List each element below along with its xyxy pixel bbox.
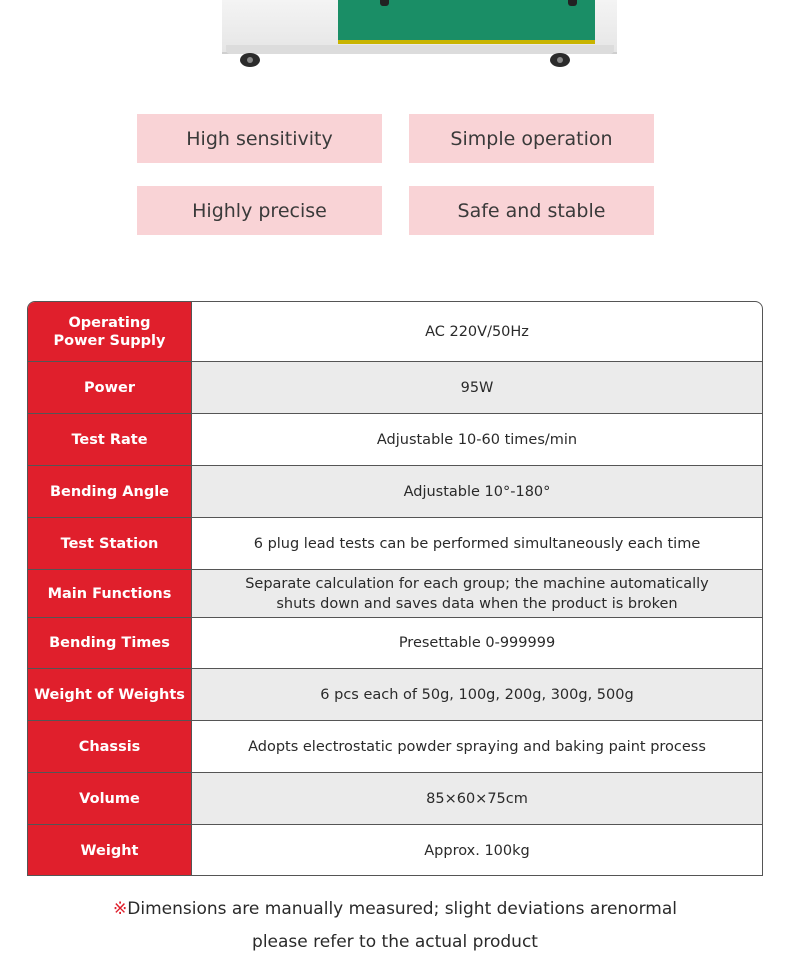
spec-label: Operating Power Supply (28, 302, 192, 361)
spec-value: 6 pcs each of 50g, 100g, 200g, 300g, 500g (192, 669, 762, 720)
spec-label: Bending Times (28, 618, 192, 668)
spec-value: 85×60×75cm (192, 773, 762, 824)
spec-label: Power (28, 362, 192, 413)
spec-value: 95W (192, 362, 762, 413)
spec-row (28, 773, 762, 825)
bolt-icon (568, 0, 577, 6)
spec-label: Main Functions (28, 570, 192, 617)
spec-label: Weight (28, 825, 192, 876)
spec-row (28, 570, 762, 618)
feature-tag: Safe and stable (409, 186, 654, 235)
spec-value: AC 220V/50Hz (425, 323, 529, 340)
disclaimer-line-1 (0, 899, 790, 919)
spec-label: Chassis (28, 721, 192, 772)
spec-row (28, 669, 762, 721)
spec-label: Test Station (28, 518, 192, 569)
reference-mark-icon: ※ (113, 899, 128, 919)
spec-value: Adopts electrostatic powder spraying and baking paint process (248, 738, 706, 755)
spec-label: Bending Angle (28, 466, 192, 517)
spec-value: 6 plug lead tests can be performed simultaneously each time (253, 535, 701, 552)
feature-tag: High sensitivity (137, 114, 382, 163)
spec-label: Weight of Weights (28, 669, 192, 720)
spec-row (28, 302, 762, 362)
feature-tag: Highly precise (137, 186, 382, 235)
spec-table (27, 301, 763, 876)
feature-tag: Simple operation (409, 114, 654, 163)
disclaimer-line-2: please refer to the actual product (252, 932, 538, 952)
product-image (0, 0, 790, 80)
spec-row (28, 414, 762, 466)
machine-panel (338, 0, 595, 44)
spec-row (28, 721, 762, 773)
spec-label: Test Rate (28, 414, 192, 465)
spec-row (28, 825, 762, 876)
spec-value: Presettable 0-999999 (398, 635, 556, 651)
spec-value: Approx. 100kg (424, 843, 530, 859)
spec-row (28, 362, 762, 414)
wheel-icon (550, 53, 570, 67)
bolt-icon (380, 0, 389, 6)
spec-label: Volume (28, 773, 192, 824)
spec-value: Separate calculation for each group; the machine automatically shuts down and saves data when the product is broken (192, 570, 762, 617)
spec-value: Adjustable 10°-180° (192, 466, 762, 517)
spec-row (28, 518, 762, 570)
disclaimer-text: Dimensions are manually measured; slight deviations arenormal (127, 899, 677, 919)
wheel-icon (240, 53, 260, 67)
spec-row (28, 618, 762, 669)
spec-value: Adjustable 10-60 times/min (376, 431, 578, 448)
spec-row (28, 466, 762, 518)
